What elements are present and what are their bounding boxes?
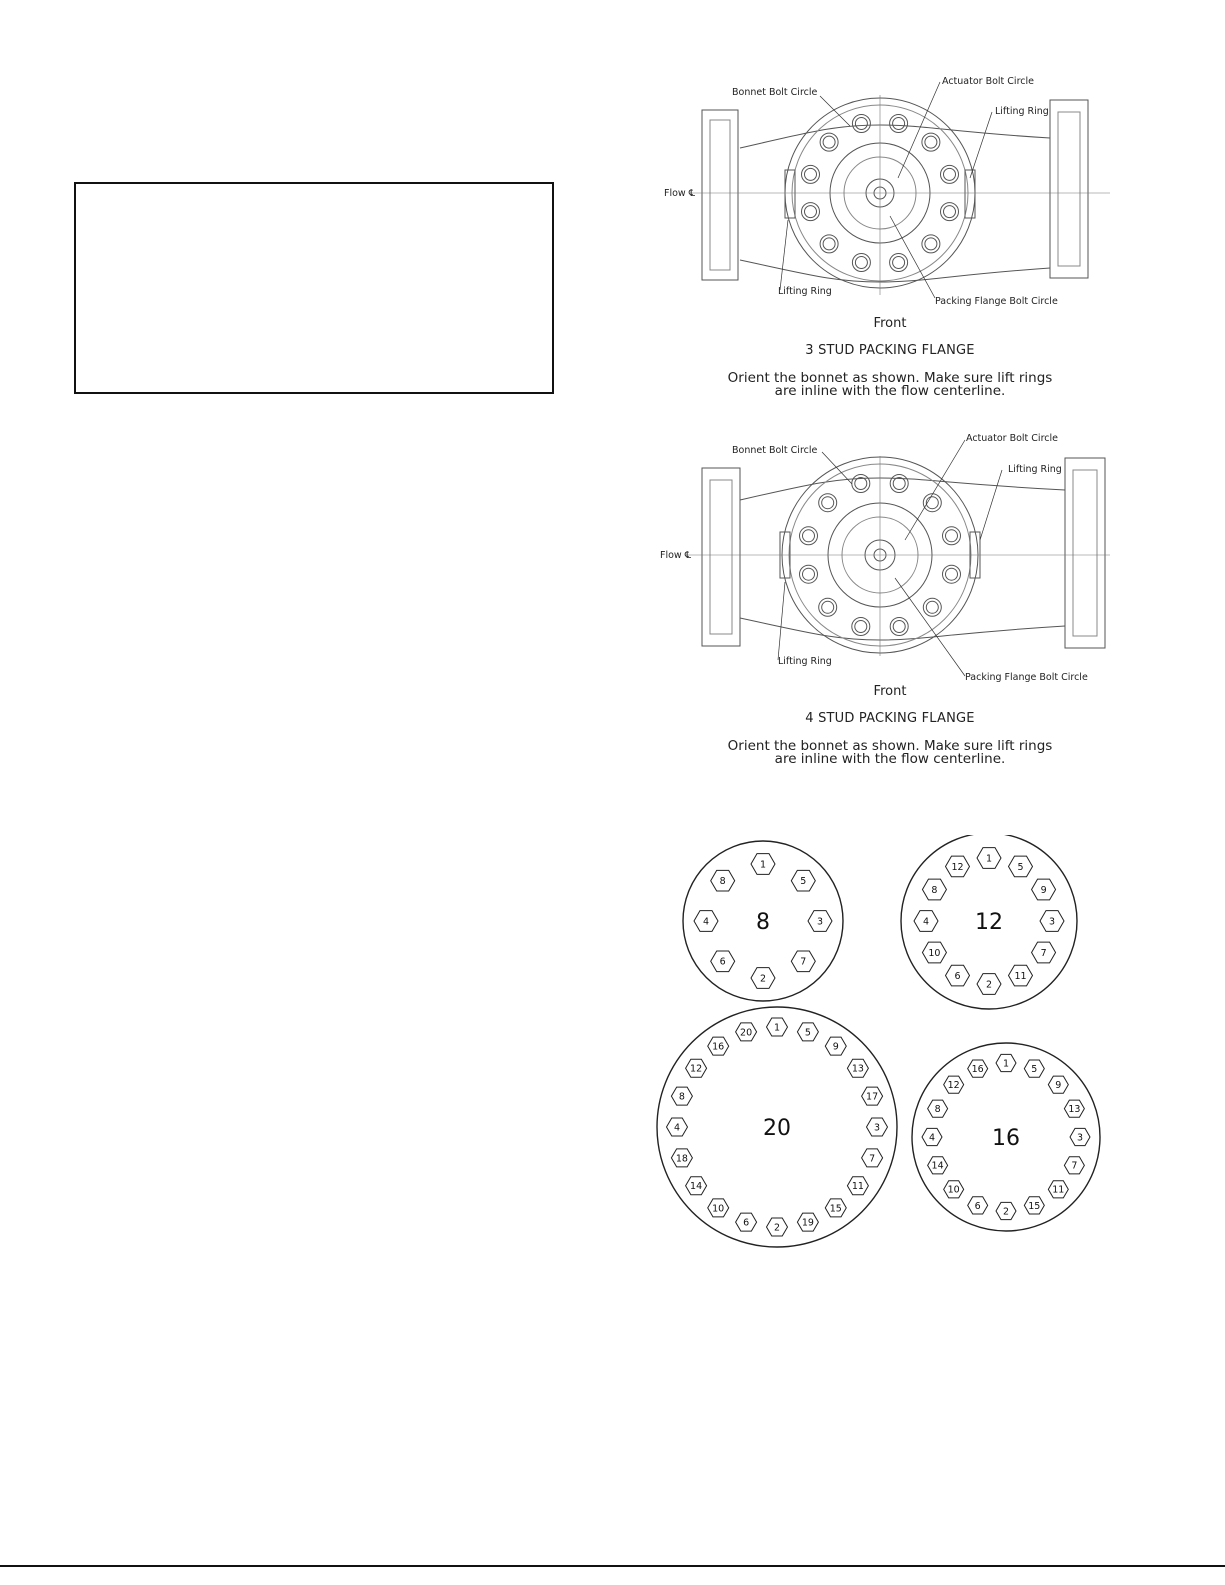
bonnet-bolt-stud	[925, 238, 937, 250]
bonnet-bolt-stud	[855, 621, 867, 633]
bolt-sequence-number: 9	[1040, 884, 1047, 896]
bonnet-bolt-stud	[926, 601, 938, 613]
bonnet-bolt-stud	[893, 257, 905, 269]
bonnet-bolt-stud	[893, 621, 905, 633]
pattern-bolt-count: 8	[756, 910, 770, 935]
bolt-sequence-number: 11	[1052, 1184, 1065, 1196]
bonnet-bolt-stud	[925, 136, 937, 148]
bolt-sequence-number: 4	[702, 916, 710, 928]
bolt-sequence-number: 8	[678, 1091, 685, 1103]
bolt-sequence-number: 8	[934, 1104, 941, 1116]
lifting-ring-left-label: Lifting Ring	[778, 656, 832, 667]
bolt-sequence-number: 1	[1002, 1058, 1010, 1070]
bolt-sequence-number: 1	[985, 853, 993, 865]
diagram-2-caption	[680, 684, 1100, 766]
actuator-bolt-circle-label: Actuator Bolt Circle	[942, 76, 1034, 87]
bonnet-bolt-stud	[926, 497, 938, 509]
orientation-note: Orient the bonnet as shown. Make sure lift rings are inline with the flow centerline.	[727, 370, 1053, 399]
bolt-sequence-number: 11	[851, 1181, 864, 1193]
pattern-bolt-count: 12	[975, 910, 1003, 935]
bolt-pattern-16	[912, 1043, 1100, 1231]
bonnet-bolt-stud	[944, 168, 956, 180]
bonnet-bolt-stud	[855, 478, 867, 490]
bolt-sequence-number: 8	[719, 876, 726, 888]
bolt-sequence-number: 7	[800, 956, 807, 968]
bolt-sequence-number: 15	[1028, 1200, 1041, 1212]
bonnet-bolt-stud	[822, 601, 834, 613]
bolt-sequence-number: 13	[851, 1063, 864, 1075]
bolt-sequence-number: 12	[951, 861, 964, 873]
bonnet-bolt-stud	[822, 497, 834, 509]
bonnet-bolt-stud	[855, 118, 867, 130]
lifting-ring-left-label: Lifting Ring	[778, 286, 832, 297]
bolt-sequence-number: 1	[759, 859, 767, 871]
bolt-sequence-number: 10	[947, 1184, 960, 1196]
actuator-bolt-circle-label: Actuator Bolt Circle	[966, 433, 1058, 444]
bolt-sequence-number: 16	[971, 1064, 984, 1075]
bolt-sequence-number: 2	[985, 979, 993, 991]
bolt-sequence-number: 4	[928, 1132, 936, 1144]
bonnet-bolt-stud	[893, 118, 905, 130]
orientation-note: Orient the bonnet as shown. Make sure lift rings are inline with the flow centerline.	[727, 738, 1053, 767]
bolt-sequence-number: 19	[801, 1217, 814, 1229]
bolt-sequence-number: 8	[931, 884, 938, 896]
packing-flange-bolt-circle-label: Packing Flange Bolt Circle	[965, 672, 1088, 683]
view-label: Front	[873, 684, 907, 699]
flow-centerline-label: Flow ℄	[664, 188, 695, 199]
bolt-sequence-number: 6	[974, 1200, 981, 1212]
bolt-sequence-number: 7	[869, 1153, 876, 1165]
bonnet-bolt-stud	[855, 257, 867, 269]
bonnet-bolt-stud	[805, 206, 817, 218]
view-label: Front	[873, 316, 907, 331]
bolt-sequence-number: 10	[928, 947, 941, 959]
pattern-bolt-count: 16	[992, 1126, 1020, 1151]
bolt-sequence-number: 14	[690, 1181, 703, 1193]
bolt-sequence-number: 9	[1055, 1080, 1062, 1092]
bolt-sequence-number: 3	[816, 916, 824, 928]
bolt-sequence-number: 6	[954, 971, 961, 982]
bonnet-bolt-stud	[893, 478, 905, 490]
bolt-sequence-number: 20	[740, 1027, 753, 1039]
bonnet-bolt-circle-label: Bonnet Bolt Circle	[732, 87, 818, 98]
diagram-title: 3 STUD PACKING FLANGE	[805, 343, 975, 358]
bolt-sequence-number: 13	[1068, 1104, 1081, 1116]
lifting-ring-right-label: Lifting Ring	[1008, 464, 1062, 475]
bolt-sequence-number: 2	[773, 1222, 781, 1234]
bolt-sequence-number: 16	[712, 1041, 725, 1053]
flow-centerline-label: Flow ℄	[660, 550, 691, 561]
bolt-pattern-8	[683, 841, 843, 1001]
bolt-sequence-number: 18	[675, 1153, 688, 1165]
bonnet-bolt-stud	[944, 206, 956, 218]
bolt-sequence-number: 3	[1076, 1132, 1084, 1144]
bolt-sequence-number: 3	[1048, 916, 1056, 928]
bolt-sequence-number: 6	[719, 956, 726, 968]
bolt-sequence-number: 7	[1071, 1160, 1078, 1172]
bolt-sequence-number: 6	[743, 1217, 750, 1229]
bolt-sequence-number: 5	[1017, 861, 1024, 873]
bonnet-bolt-stud	[805, 168, 817, 180]
bolt-sequence-number: 15	[829, 1203, 842, 1215]
bolt-sequence-number: 1	[773, 1022, 781, 1034]
bolt-sequence-number: 2	[1002, 1206, 1010, 1218]
bolt-sequence-number: 5	[1031, 1064, 1038, 1075]
bonnet-bolt-stud	[823, 136, 835, 148]
footer-rule	[0, 1565, 1225, 1567]
bonnet-bolt-stud	[803, 530, 815, 542]
bolt-sequence-number: 12	[947, 1080, 960, 1092]
bonnet-bolt-circle-label: Bonnet Bolt Circle	[732, 445, 818, 456]
bolt-sequence-number: 3	[873, 1122, 881, 1134]
pattern-bolt-count: 20	[763, 1116, 791, 1141]
diagram-title: 4 STUD PACKING FLANGE	[805, 711, 975, 726]
lifting-ring-right-label: Lifting Ring	[995, 106, 1049, 117]
bolt-sequence-number: 7	[1040, 947, 1047, 959]
packing-flange-bolt-circle-label: Packing Flange Bolt Circle	[935, 296, 1058, 307]
empty-note-box	[74, 182, 554, 394]
bolt-sequence-number: 17	[866, 1091, 879, 1103]
bonnet-bolt-stud	[823, 238, 835, 250]
bolt-sequence-number: 11	[1014, 971, 1027, 982]
bolt-sequence-number: 9	[832, 1041, 839, 1053]
diagram-1-caption	[680, 316, 1100, 398]
bonnet-bolt-stud	[946, 568, 958, 580]
bolt-sequence-number: 4	[673, 1122, 681, 1134]
bolt-pattern-20	[657, 1007, 897, 1247]
bolt-pattern-12	[901, 835, 1077, 1009]
bolt-sequence-number: 12	[690, 1063, 703, 1075]
bolt-sequence-number: 14	[931, 1160, 944, 1172]
bolt-sequence-number: 2	[759, 973, 767, 985]
bolt-sequence-number: 5	[800, 876, 807, 888]
bolt-tightening-patterns	[655, 835, 1115, 1255]
bonnet-bolt-stud	[946, 530, 958, 542]
bonnet-bolt-stud	[803, 568, 815, 580]
bolt-sequence-number: 10	[712, 1203, 725, 1215]
bolt-sequence-number: 5	[804, 1027, 811, 1039]
bolt-sequence-number: 4	[922, 916, 930, 928]
